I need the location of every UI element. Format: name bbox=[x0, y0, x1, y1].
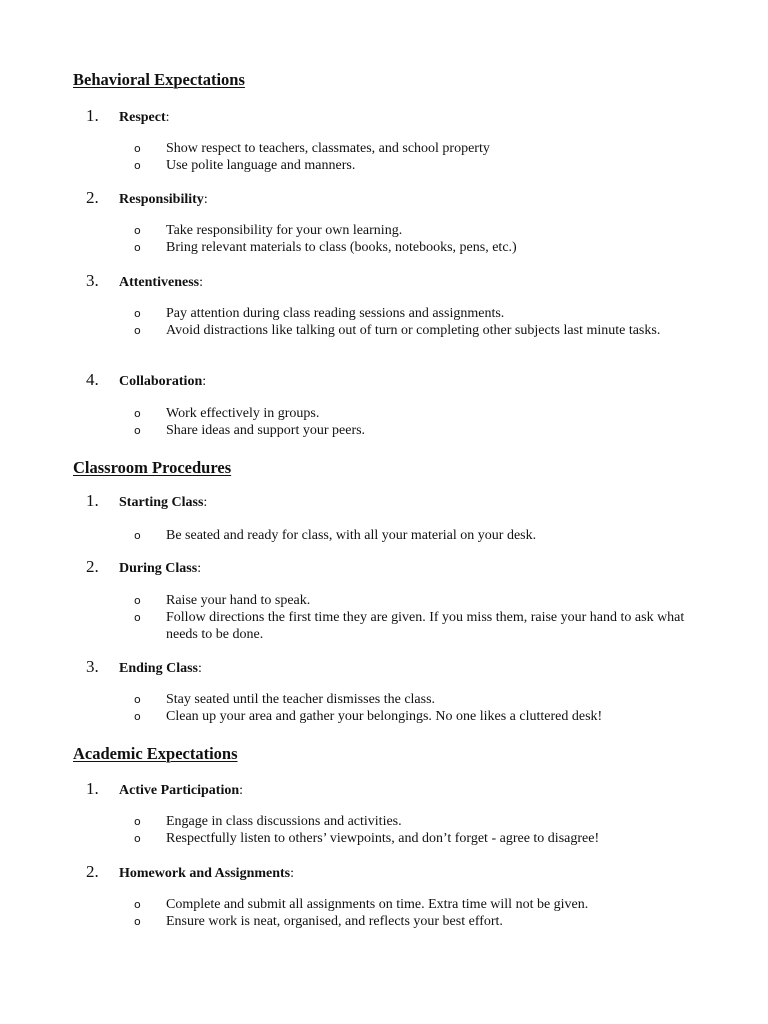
list-item-number: 2. bbox=[86, 557, 99, 576]
list-item-number: 3. bbox=[86, 271, 99, 290]
bullet-item bbox=[134, 896, 694, 913]
bullet-circle-icon: o bbox=[134, 142, 141, 155]
bullet-circle-icon: o bbox=[134, 594, 141, 607]
list-item-title: Attentiveness bbox=[119, 275, 200, 290]
bullet-circle-icon: o bbox=[134, 898, 141, 911]
bullet-text: Show respect to teachers, classmates, and school property bbox=[166, 141, 490, 156]
bullet-circle-icon: o bbox=[134, 407, 141, 420]
bullet-item bbox=[134, 157, 694, 174]
list-item-title: Homework and Assignments bbox=[119, 866, 291, 881]
bullet-text: Use polite language and manners. bbox=[166, 158, 356, 173]
bullet-circle-icon: o bbox=[134, 324, 141, 337]
title-colon: : bbox=[203, 192, 208, 207]
list-item-number: 2. bbox=[86, 862, 99, 881]
list-item-title: Starting Class bbox=[119, 495, 204, 510]
bullet-circle-icon: o bbox=[134, 529, 141, 542]
list-item-title: Ending Class bbox=[119, 661, 198, 676]
bullet-circle-icon: o bbox=[134, 159, 141, 172]
bullet-circle-icon: o bbox=[134, 307, 141, 320]
bullet-text: Engage in class discussions and activities. bbox=[166, 814, 402, 829]
title-colon: : bbox=[197, 561, 202, 576]
list-item-heading bbox=[86, 190, 208, 208]
list-item-number: 4. bbox=[86, 370, 99, 389]
list-item-heading bbox=[86, 781, 243, 799]
bullet-circle-icon: o bbox=[134, 424, 141, 437]
list-item-number: 1. bbox=[86, 779, 99, 798]
bullet-text: Clean up your area and gather your belongings. No one likes a cluttered desk! bbox=[166, 709, 603, 724]
bullet-item bbox=[134, 239, 694, 256]
title-colon: : bbox=[239, 783, 244, 798]
bullet-text: Follow directions the first time they are given. If you miss them, raise your hand to ask what needs to be done. bbox=[166, 610, 685, 642]
bullet-text: Work effectively in groups. bbox=[166, 406, 320, 421]
bullet-item bbox=[134, 405, 694, 422]
list-item-heading bbox=[86, 493, 207, 511]
bullet-item bbox=[134, 691, 694, 708]
bullet-circle-icon: o bbox=[134, 224, 141, 237]
bullet-item bbox=[134, 222, 694, 239]
bullet-text: Stay seated until the teacher dismisses the class. bbox=[166, 692, 436, 707]
bullet-text: Take responsibility for your own learning. bbox=[166, 223, 403, 238]
section-heading-academic-expectations: Academic Expectations bbox=[73, 744, 238, 763]
list-item-title: Respect bbox=[119, 110, 166, 125]
list-item-heading bbox=[86, 108, 170, 126]
list-item-number: 3. bbox=[86, 657, 99, 676]
bullet-text: Raise your hand to speak. bbox=[166, 593, 311, 608]
list-item-heading bbox=[86, 372, 206, 390]
bullet-item bbox=[134, 830, 694, 847]
title-colon: : bbox=[290, 866, 295, 881]
bullet-text: Bring relevant materials to class (books, notebooks, pens, etc.) bbox=[166, 240, 517, 255]
list-item-number: 2. bbox=[86, 188, 99, 207]
bullet-item bbox=[134, 305, 694, 322]
title-colon: : bbox=[199, 275, 203, 290]
bullet-circle-icon: o bbox=[134, 915, 141, 928]
bullet-item bbox=[134, 609, 694, 643]
bullet-circle-icon: o bbox=[134, 241, 141, 254]
bullet-text: Ensure work is neat, organised, and reflects your best effort. bbox=[166, 914, 503, 929]
bullet-text: Respectfully listen to others’ viewpoints, and don’t forget - agree to disagree! bbox=[166, 831, 600, 846]
title-colon: : bbox=[202, 374, 207, 389]
bullet-text: Share ideas and support your peers. bbox=[166, 423, 366, 438]
list-item-title: Responsibility bbox=[119, 192, 204, 207]
bullet-item bbox=[134, 913, 694, 930]
bullet-item bbox=[134, 140, 694, 157]
bullet-item bbox=[134, 527, 694, 544]
list-item-heading bbox=[86, 273, 203, 291]
list-item-number: 1. bbox=[86, 491, 99, 510]
section-heading-behavioral-expectations: Behavioral Expectations bbox=[73, 70, 245, 89]
list-item-heading bbox=[86, 559, 201, 577]
bullet-text: Avoid distractions like talking out of turn or completing other subjects last minute tasks. bbox=[166, 323, 661, 338]
bullet-circle-icon: o bbox=[134, 832, 141, 845]
bullet-circle-icon: o bbox=[134, 693, 141, 706]
list-item-heading bbox=[86, 864, 294, 882]
bullet-text: Be seated and ready for class, with all your material on your desk. bbox=[166, 528, 537, 543]
bullet-text: Pay attention during class reading sessions and assignments. bbox=[166, 306, 505, 321]
bullet-circle-icon: o bbox=[134, 611, 141, 624]
title-colon: : bbox=[203, 495, 208, 510]
bullet-text: Complete and submit all assignments on time. Extra time will not be given. bbox=[166, 897, 589, 912]
bullet-item bbox=[134, 708, 694, 725]
list-item-title: During Class bbox=[119, 561, 198, 576]
bullet-circle-icon: o bbox=[134, 710, 141, 723]
list-item-number: 1. bbox=[86, 106, 99, 125]
section-heading-classroom-procedures: Classroom Procedures bbox=[73, 458, 232, 477]
list-item-title: Collaboration bbox=[119, 374, 203, 389]
bullet-circle-icon: o bbox=[134, 815, 141, 828]
bullet-item bbox=[134, 592, 694, 609]
bullet-item bbox=[134, 422, 694, 439]
list-item-heading bbox=[86, 659, 202, 677]
title-colon: : bbox=[197, 661, 202, 676]
list-item-title: Active Participation bbox=[119, 783, 240, 798]
bullet-item bbox=[134, 813, 694, 830]
bullet-item bbox=[134, 322, 694, 339]
title-colon: : bbox=[165, 110, 170, 125]
